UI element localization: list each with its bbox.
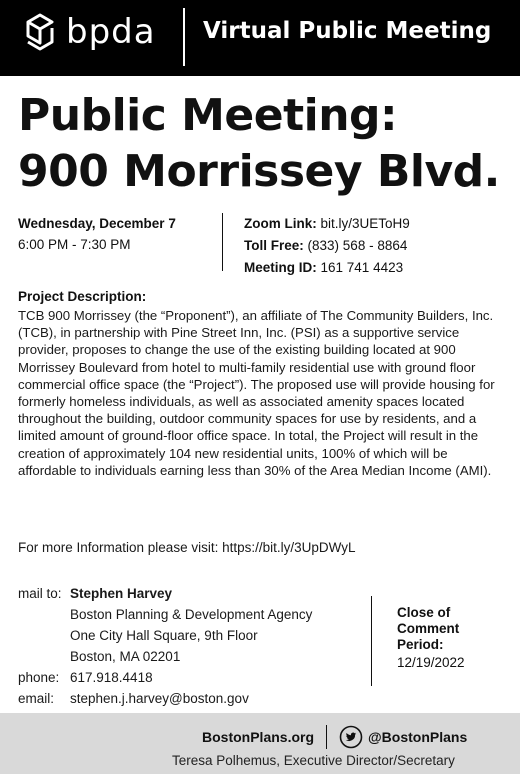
comment-label-3: Period: <box>397 637 444 652</box>
bpda-logo-icon <box>20 12 60 52</box>
project-description-body: TCB 900 Morrissey (the “Proponent”), an affiliate of The Community Builders, Inc. (TCB), in partnership with Pine Street Inn, Inc. (PSI) as a supportive service provider, proposes to change the use of the existing building located at 900 Morrissey Boulevard from hotel to multi-family residential use with ground floor commercial office space (the “Project”). The proposed use will provide housing for formerly homeless individuals, as well as associated amenity spaces located throughout the building, outdoor community spaces for use by residents, and a limited amount of ground-floor office space. In total, the Project will result in the creation of approximately 104 new residential units, 100% of which will be affordable to individuals earning less than 30% of the Area Median Income (AMI). <box>18 308 495 478</box>
toll-free-number: (833) 568 - 8864 <box>307 238 408 253</box>
info-divider <box>222 213 223 271</box>
contact-org: Boston Planning & Development Agency <box>70 607 313 622</box>
logo-text: bpda <box>66 12 156 52</box>
contact-name: Stephen Harvey <box>70 586 173 601</box>
email-row <box>18 688 312 709</box>
phone-row <box>18 667 312 688</box>
twitter-handle[interactable]: @BostonPlans <box>368 729 468 745</box>
meeting-date: Wednesday, December 7 <box>18 216 176 231</box>
email-label: email: <box>18 691 55 706</box>
phone-label: phone: <box>18 670 60 685</box>
title-line-1: Public Meeting: <box>18 90 398 141</box>
contact-phone: 617.918.4418 <box>70 670 153 685</box>
bpda-logo <box>20 12 156 52</box>
twitter-icon <box>339 725 363 749</box>
meeting-id-label: Meeting ID: <box>244 260 317 275</box>
comment-period-block <box>397 605 465 671</box>
title-line-2: 900 Morrissey Blvd. <box>18 146 500 197</box>
header-title: Virtual Public Meeting <box>203 18 492 44</box>
comment-divider <box>371 596 372 686</box>
comment-label-2: Comment <box>397 621 460 636</box>
footer-bar <box>0 713 520 774</box>
comment-close-date: 12/19/2022 <box>397 655 465 670</box>
contact-address-2: Boston, MA 02201 <box>70 649 181 664</box>
contact-email[interactable]: stephen.j.harvey@boston.gov <box>70 691 249 706</box>
project-description-heading: Project Description: <box>18 289 147 304</box>
zoom-label: Zoom Link: <box>244 216 317 231</box>
footer-separator <box>326 725 327 749</box>
toll-free-row <box>244 235 410 257</box>
mail-label: mail to: <box>18 586 62 601</box>
meeting-access <box>244 213 410 279</box>
footer-links <box>202 725 467 749</box>
contact-address-1: One City Hall Square, 9th Floor <box>70 628 258 643</box>
toll-free-label: Toll Free: <box>244 238 304 253</box>
website-link[interactable]: BostonPlans.org <box>202 729 315 745</box>
mail-row <box>18 583 312 604</box>
meeting-schedule <box>18 213 176 255</box>
header-banner <box>0 0 520 76</box>
zoom-link[interactable]: bit.ly/3UEToH9 <box>320 216 410 231</box>
contact-block <box>18 583 312 709</box>
zoom-row <box>244 213 410 235</box>
page-title <box>18 88 500 200</box>
header-divider <box>183 8 185 66</box>
meeting-id-value: 161 741 4423 <box>320 260 404 275</box>
comment-label-1: Close of <box>397 605 451 620</box>
director-credit: Teresa Polhemus, Executive Director/Secretary <box>172 753 455 768</box>
more-info-text: For more Information please visit: https://bit.ly/3UpDWyL <box>18 540 356 555</box>
meeting-id-row <box>244 257 410 279</box>
meeting-time: 6:00 PM - 7:30 PM <box>18 237 131 252</box>
